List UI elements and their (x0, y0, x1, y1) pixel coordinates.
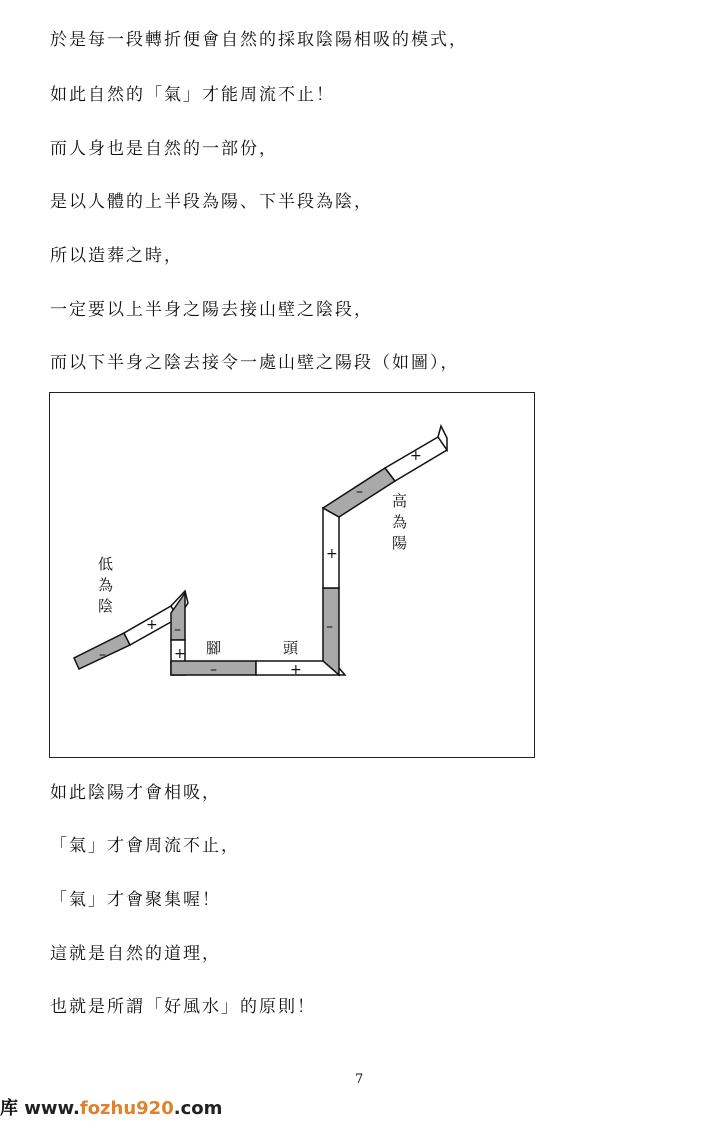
sign-minus-bottom: – (210, 662, 217, 678)
burial-diagram (49, 392, 535, 758)
text-line-3: 而人身也是自然的一部份， (50, 139, 278, 159)
sign-plus-bottom: + (290, 662, 302, 678)
sign-minus-left-slope: – (99, 647, 106, 663)
text-line-11: 這就是自然的道理， (50, 944, 221, 964)
svg-text:為: 為 (392, 513, 408, 531)
svg-text:陰: 陰 (98, 597, 114, 615)
text-line-8: 如此陰陽才會相吸， (50, 783, 221, 803)
text-line-10: 「氣」才會聚集喔！ (50, 890, 221, 910)
text-line-2: 如此自然的「氣」才能周流不止！ (50, 85, 335, 105)
sign-minus-upper-slope: – (356, 484, 363, 500)
text-line-7: 而以下半身之陰去接令一處山壁之陽段（如圖）， (50, 353, 460, 373)
svg-text:為: 為 (98, 576, 114, 594)
sign-plus-left-slope: + (146, 617, 158, 633)
page-number: 7 (355, 1072, 364, 1087)
sign-plus-right-post: + (326, 546, 338, 562)
label-foot: 腳 (206, 639, 222, 657)
text-line-6: 一定要以上半身之陽去接山壁之陰段， (50, 300, 373, 320)
watermark-char: 库 (0, 1098, 18, 1119)
watermark-url-suffix: .com (173, 1098, 223, 1119)
text-line-1: 於是每一段轉折便會自然的採取陰陽相吸的模式， (50, 30, 468, 50)
watermark-url-prefix: www. (24, 1098, 80, 1119)
svg-text:高: 高 (392, 492, 408, 510)
text-line-5: 所以造葬之時， (50, 246, 183, 266)
sign-plus-upper-slope: + (410, 448, 422, 464)
sign-minus-left-post: – (174, 622, 181, 638)
text-line-9: 「氣」才會周流不止， (50, 836, 240, 856)
label-head: 頭 (283, 639, 299, 657)
watermark-brand: fozhu920 (79, 1098, 174, 1119)
text-line-12: 也就是所謂「好風水」的原則！ (50, 997, 316, 1017)
svg-text:低: 低 (98, 555, 114, 573)
burial-diagram-svg (50, 393, 536, 759)
label-low-yin (98, 555, 113, 615)
label-high-yang (392, 492, 407, 552)
watermark (0, 1094, 222, 1120)
sign-minus-right-post: – (326, 619, 333, 635)
sign-plus-left-post: + (174, 646, 186, 662)
text-line-4: 是以人體的上半段為陽、下半段為陰， (50, 192, 373, 212)
svg-text:陽: 陽 (392, 534, 408, 552)
